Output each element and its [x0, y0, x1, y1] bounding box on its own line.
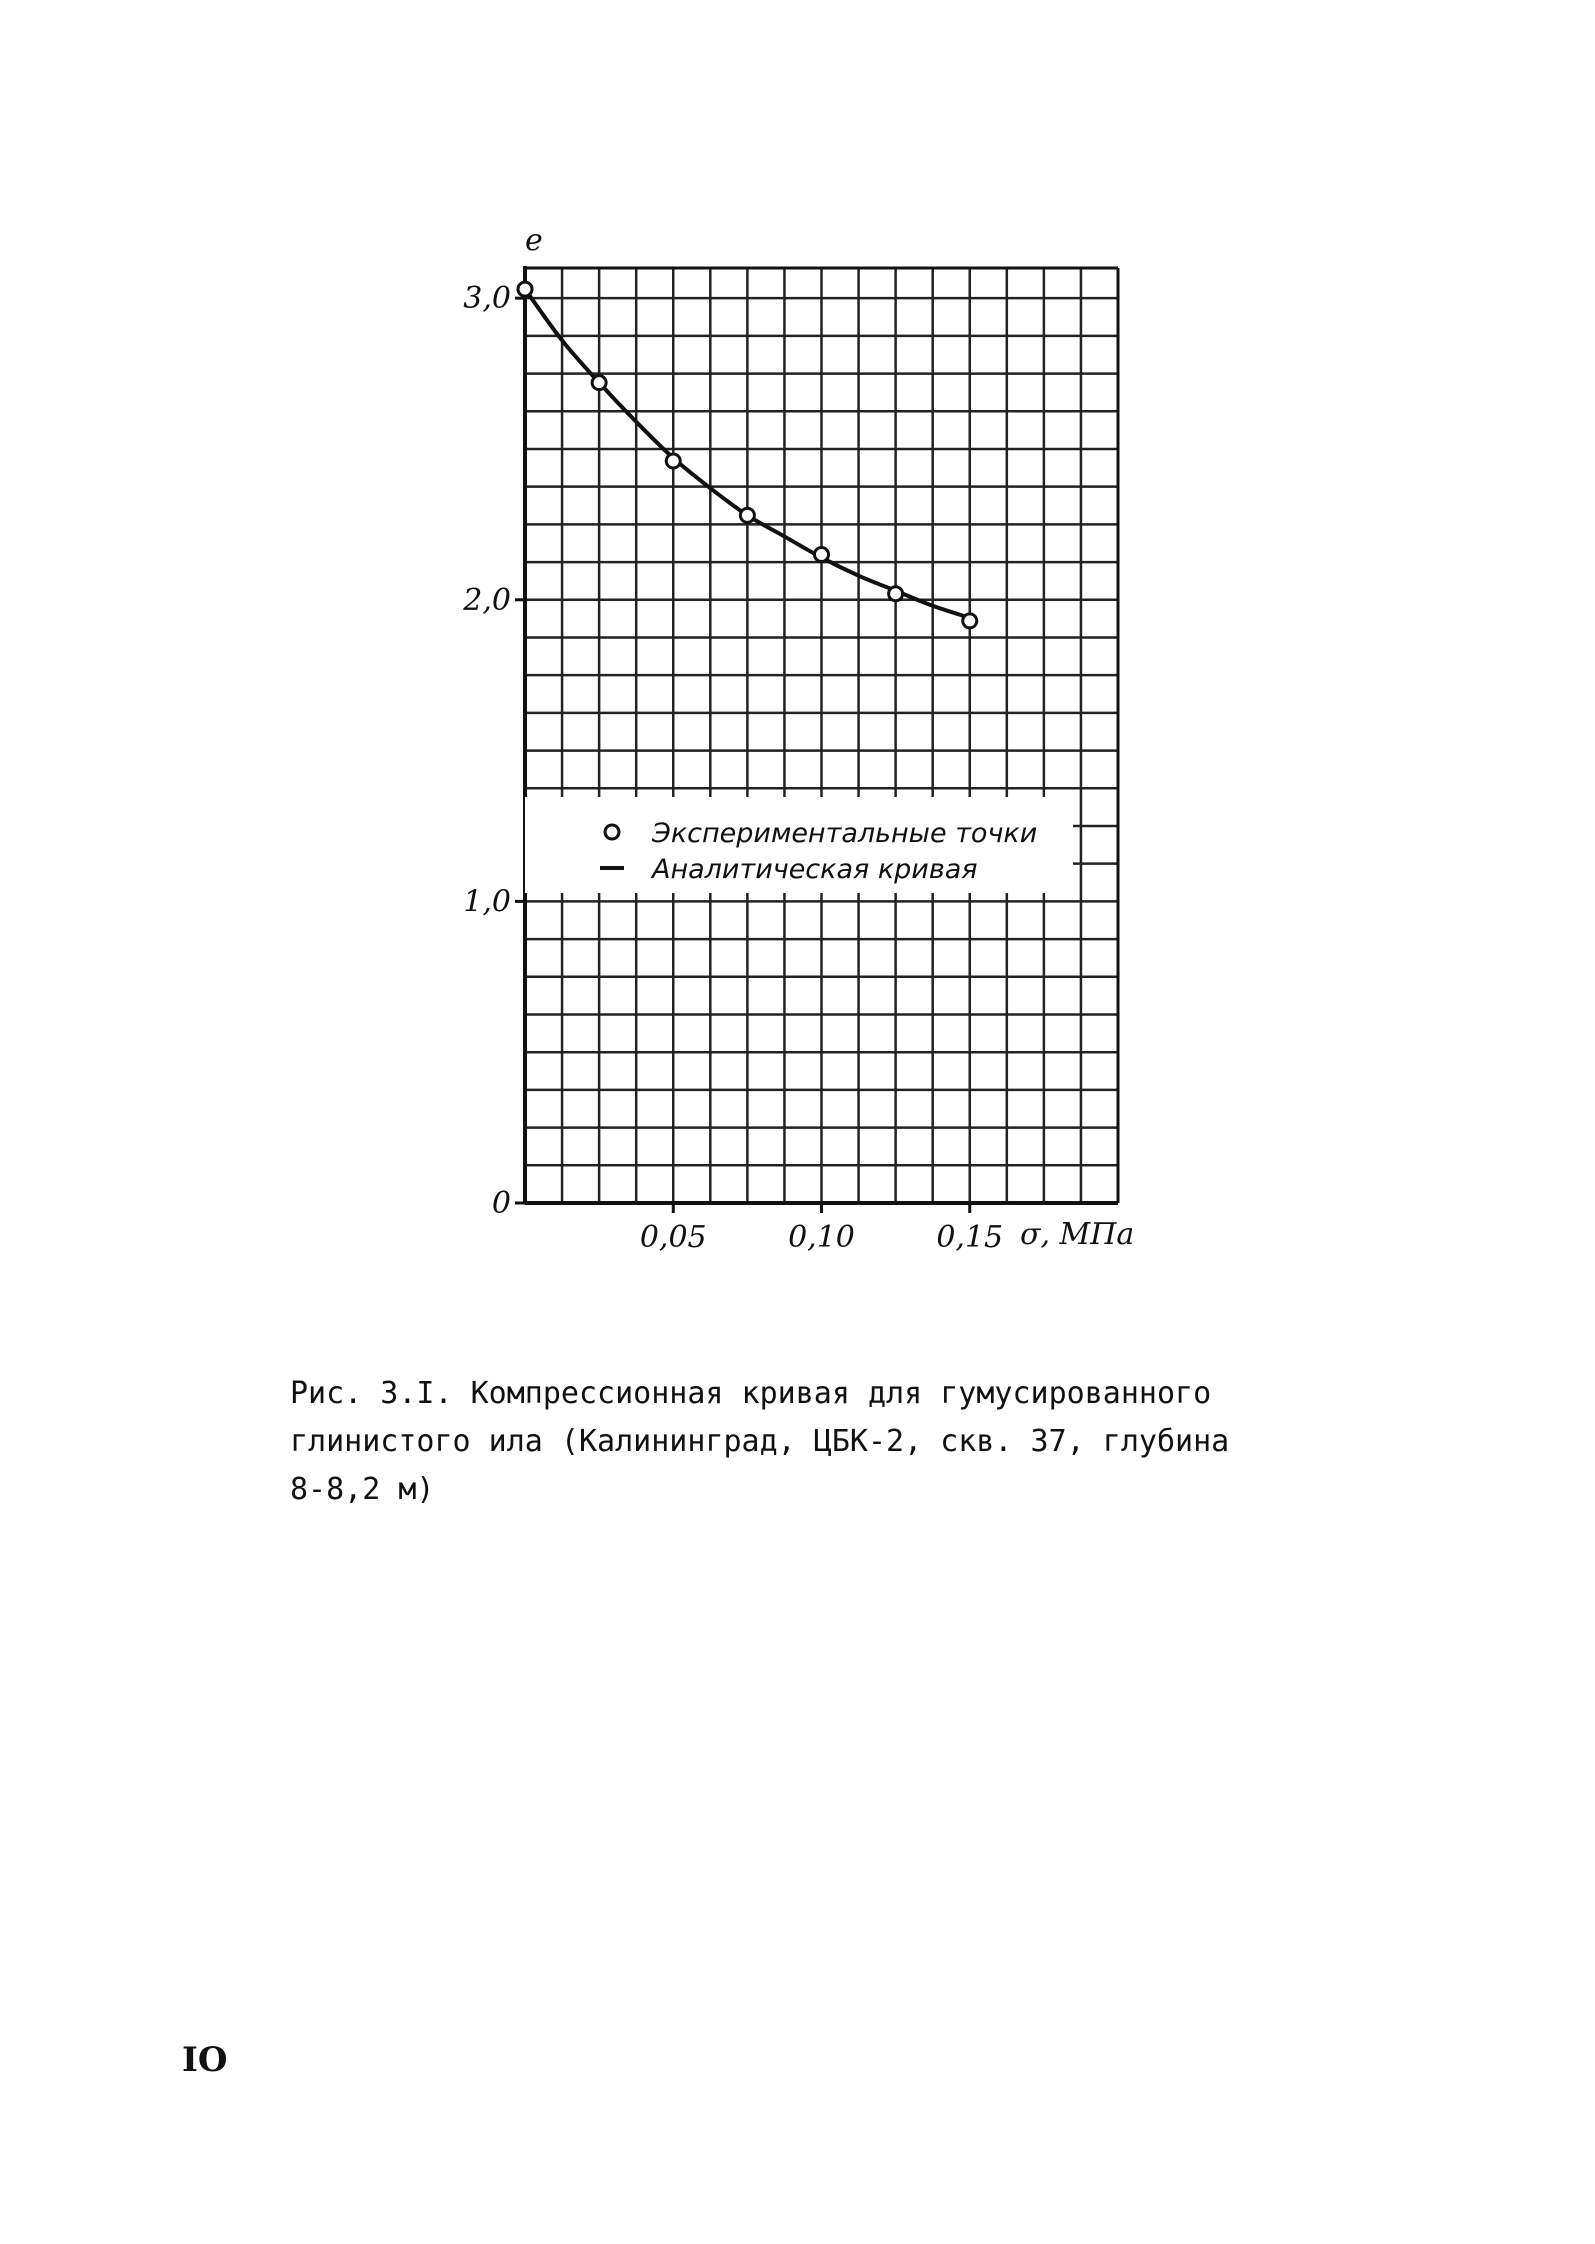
- x-axis-label: σ, МПа: [1020, 1217, 1135, 1252]
- experimental-point: [889, 587, 903, 601]
- x-tick-label: 0,10: [788, 1220, 855, 1255]
- chart-grid: [525, 268, 1118, 1203]
- legend-point-marker: [605, 825, 619, 839]
- experimental-point: [740, 508, 754, 522]
- experimental-point: [815, 548, 829, 562]
- y-tick-label: 0: [491, 1186, 511, 1221]
- y-tick-label: 3,0: [463, 281, 511, 317]
- chart-legend: [525, 797, 1073, 893]
- chart-tick-labels: [462, 281, 1003, 1255]
- caption-line-3: 8-8,2 м): [290, 1472, 435, 1507]
- x-tick-label: 0,15: [936, 1220, 1004, 1255]
- y-tick-label: 1,0: [463, 884, 511, 920]
- legend-label-points: Экспериментальные точки: [652, 818, 1038, 849]
- experimental-point: [963, 614, 977, 628]
- y-tick-label: 2,0: [463, 582, 511, 618]
- figure-caption: [290, 1370, 1350, 1514]
- page-number: IO: [182, 2040, 228, 2080]
- y-axis-label: е: [525, 223, 543, 258]
- experimental-point: [666, 454, 680, 468]
- x-tick-label: 0,05: [639, 1220, 707, 1255]
- experimental-point: [592, 376, 606, 390]
- caption-line-1: Рис. 3.I. Компрессионная кривая для гумусированного: [290, 1376, 1212, 1411]
- caption-line-2: глинистого ила (Калининград, ЦБК-2, скв. 37, глубина: [290, 1424, 1230, 1459]
- legend-label-curve: Аналитическая кривая: [652, 854, 978, 885]
- experimental-point: [518, 282, 532, 296]
